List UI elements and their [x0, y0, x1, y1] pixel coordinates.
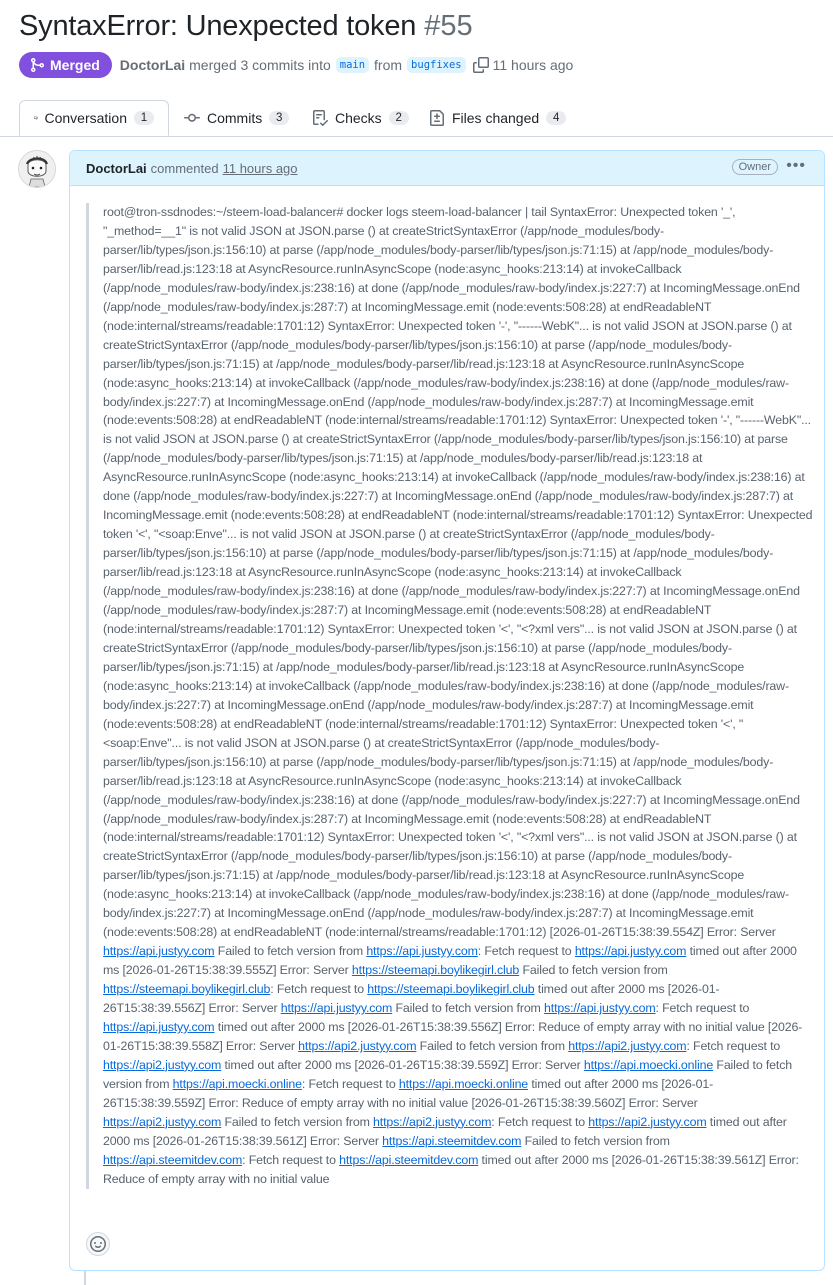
log-url-link[interactable]: https://api.moecki.online — [398, 1076, 529, 1091]
log-url-link[interactable]: https://api.moecki.online — [583, 1057, 714, 1072]
log-text: Failed to fetch version from — [519, 963, 668, 978]
log-text: Failed to fetch version from — [214, 944, 367, 959]
log-text: timed out after 2000 ms [2026-01-26T15:38:39.559Z] Error: Server — [221, 1057, 584, 1072]
comment-box — [69, 150, 825, 1271]
copy-icon[interactable] — [473, 57, 489, 73]
log-text: timed out after 2000 ms [2026-01-26T15:38:39.561Z] Error: Server — [103, 1114, 787, 1148]
log-url-link[interactable]: https://api.steemitdev.com — [103, 1152, 243, 1167]
git-commit-icon — [184, 110, 200, 126]
head-branch[interactable]: bugfixes — [407, 57, 466, 73]
log-url-link[interactable]: https://api.steemitdev.com — [339, 1152, 479, 1167]
merge-text: merged 3 commits into — [189, 57, 331, 73]
log-url-link[interactable]: https://api2.justyy.com — [298, 1038, 417, 1053]
log-text: : Fetch request to — [686, 1038, 781, 1053]
kebab-horizontal-icon[interactable]: ••• — [786, 157, 806, 174]
log-text: timed out after 2000 ms [2026-01-26T15:38:39.559Z] Error: Reduce of empty array with no initial value [2026-01-26T15:38:39.560Z] Error: Server — [103, 1076, 714, 1110]
log-text: : Fetch request to — [477, 944, 575, 959]
log-url-link[interactable]: https://steemapi.boylikegirl.club — [367, 982, 535, 997]
tab-checks-label: Checks — [335, 110, 382, 126]
log-url-link[interactable]: https://api2.justyy.com — [103, 1057, 222, 1072]
log-text: : Fetch request to — [242, 1152, 340, 1167]
log-text: Failed to fetch version from — [521, 1133, 670, 1148]
log-text: root@tron-ssdnodes:~/steem-load-balancer# docker logs steem-load-balancer | tail SyntaxError: Unexpected token '_', "_method=__1" is not valid JSON at JSON.parse () at createStrictSyntaxError (/app/node_modules/body-parser/lib/types/json.js:156:10) at parse (/app/node_modules/body-parser/lib/types/json.js:71:15) at /app/node_modules/body-parser/lib/read.js:123:18 at AsyncResource.runInAsyncScope (node:async_hooks:213:14) at invokeCallback (/app/node_modules/raw-body/index.js:238:16) at done (/app/node_modules/raw-body/index.js:227:7) at IncomingMessage.onEnd (/app/node_modules/raw-body/index.js:287:7) at IncomingMessage.emit (node:events:508:28) at endReadableNT (node:internal/streams/readable:1701:12) SyntaxError: Unexpected token '-', "------WebK"... is not valid JSON at JSON.parse () at createStrictSyntaxError (/app/node_modules/body-parser/lib/types/json.js:156:10) at parse (/app/node_modules/body-parser/lib/types/json.js:71:15) at /app/node_modules/body-parser/lib/read.js:123:18 at AsyncResource.runInAsyncScope (node:async_hooks:213:14) at invokeCallback (/app/node_modules/raw-body/index.js:238:16) at done (/app/node_modules/raw-body/index.js:227:7) at IncomingMessage.onEnd (/app/node_modules/raw-body/index.js:287:7) at IncomingMessage.emit (node:events:508:28) at endReadableNT (node:internal/streams/readable:1701:12) SyntaxError: Unexpected token '-', "------WebK"... is not valid JSON at JSON.parse () at createStrictSyntaxError (/app/node_modules/body-parser/lib/types/json.js:156:10) at parse (/app/node_modules/body-parser/lib/types/json.js:71:15) at /app/node_modules/body-parser/lib/read.js:123:18 at AsyncResource.runInAsyncScope (node:async_hooks:213:14) at invokeCallback (/app/node_modules/raw-body/index.js:238:16) at done (/app/node_modules/raw-body/index.js:227:7) at IncomingMessage.onEnd (/app/node_modules/raw-body/index.js:287:7) at IncomingMessage.emit (node:events:508:28) at endReadableNT (node:internal/streams/readable:1701:12) SyntaxError: Unexpected token '<', "<soap:Enve"... is not valid JSON at JSON.parse () at createStrictSyntaxError (/app/node_modules/body-parser/lib/types/json.js:156:10) at parse (/app/node_modules/body-parser/lib/types/json.js:71:15) at /app/node_modules/body-parser/lib/read.js:123:18 at AsyncResource.runInAsyncScope (node:async_hooks:213:14) at invokeCallback (/app/node_modules/raw-body/index.js:238:16) at done (/app/node_modules/raw-body/index.js:227:7) at IncomingMessage.onEnd (/app/node_modules/raw-body/index.js:287:7) at IncomingMessage.emit (node:events:508:28) at endReadableNT (node:internal/streams/readable:1701:12) SyntaxError: Unexpected token '<', "<?xml vers"... is not valid JSON at JSON.parse () at createStrictSyntaxError (/app/node_modules/body-parser/lib/types/json.js:156:10) at parse (/app/node_modules/body-parser/lib/types/json.js:71:15) at /app/node_modules/body-parser/lib/read.js:123:18 at AsyncResource.runInAsyncScope (node:async_hooks:213:14) at invokeCallback (/app/node_modules/raw-body/index.js:238:16) at done (/app/node_modules/raw-body/index.js:227:7) at IncomingMessage.onEnd (/app/node_modules/raw-body/index.js:287:7) at IncomingMessage.emit (node:events:508:28) at endReadableNT (node:internal/streams/readable:1701:12) SyntaxError: Unexpected token '<', "<soap:Enve"... is not valid JSON at JSON.parse () at createStrictSyntaxError (/app/node_modules/body-parser/lib/types/json.js:156:10) at parse (/app/node_modules/body-parser/lib/types/json.js:71:15) at /app/node_modules/body-parser/lib/read.js:123:18 at AsyncResource.runInAsyncScope (node:async_hooks:213:14) at invokeCallback (/app/node_modules/raw-body/index.js:238:16) at done (/app/node_modules/raw-body/index.js:227:7) at IncomingMessage.onEnd (/app/node_modules/raw-body/index.js:287:7) at IncomingMessage.emit (node:events:508:28) at endReadableNT (node:internal/streams/readable:1701:12) SyntaxError: Unexpected token '<', "<?xml vers"... is not valid JSON at JSON.parse () at createStrictSyntaxError (/app/node_modules/body-parser/lib/types/json.js:156:10) at parse (/app/node_modules/body-parser/lib/types/json.js:71:15) at /app/node_modules/body-parser/lib/read.js:123:18 at AsyncResource.runInAsyncScope (node:async_hooks:213:14) at invokeCallback (/app/node_modules/raw-body/index.js:238:16) at done (/app/node_modules/raw-body/index.js:227:7) at IncomingMessage.onEnd (/app/node_modules/raw-body/index.js:287:7) at IncomingMessage.emit (node:events:508:28) at endReadableNT (node:internal/streams/readable:1701:12) [2026-01-26T15:38:39.554Z] Error: Server — [103, 205, 813, 940]
log-text: Failed to fetch version from — [103, 1057, 792, 1091]
comment-body-text — [103, 203, 815, 1189]
log-url-link[interactable]: https://api.justyy.com — [366, 944, 478, 959]
pr-title-row — [19, 10, 473, 43]
log-url-link[interactable]: https://api.moecki.online — [172, 1076, 302, 1091]
checklist-icon — [312, 110, 328, 126]
from-text: from — [374, 57, 403, 73]
log-url-link[interactable]: https://api.justyy.com — [544, 1001, 656, 1016]
status-badge — [19, 52, 112, 78]
tab-files-changed-count: 4 — [546, 111, 566, 125]
log-url-link[interactable]: https://api.justyy.com — [280, 1001, 393, 1016]
comment-body-quote — [86, 203, 815, 1189]
comment-timestamp-link[interactable]: 11 hours ago — [222, 160, 298, 176]
log-url-link[interactable]: https://api2.justyy.com — [568, 1038, 687, 1053]
log-text: timed out after 2000 ms [2026-01-26T15:38:39.556Z] Error: Server — [103, 982, 720, 1016]
comment-author-link[interactable]: DoctorLai — [86, 160, 147, 176]
comment-action: commented — [150, 160, 219, 176]
file-diff-icon — [429, 110, 445, 126]
pr-time[interactable]: 11 hours ago — [492, 57, 574, 73]
smiley-icon[interactable] — [86, 1232, 110, 1256]
tab-checks[interactable] — [312, 100, 409, 136]
log-text: Failed to fetch version from — [221, 1114, 374, 1129]
log-text: timed out after 2000 ms [2026-01-26T15:38:39.556Z] Error: Reduce of empty array with no initial value [2026-01-26T15:38:39.558Z] Error: Server — [103, 1019, 803, 1053]
log-url-link[interactable]: https://api.justyy.com — [574, 944, 687, 959]
pr-author-link[interactable]: DoctorLai — [119, 57, 186, 73]
git-merge-icon — [29, 57, 45, 73]
log-text: : Fetch request to — [655, 1001, 750, 1016]
pr-tabs — [0, 100, 833, 137]
log-text: Failed to fetch version from — [392, 1001, 545, 1016]
comment-header — [70, 151, 824, 186]
tab-files-changed-label: Files changed — [452, 110, 540, 126]
log-url-link[interactable]: https://api2.justyy.com — [588, 1114, 707, 1129]
tab-files-changed[interactable] — [429, 100, 566, 136]
log-text: Failed to fetch version from — [416, 1038, 569, 1053]
tab-commits[interactable] — [184, 100, 289, 136]
pr-meta — [19, 52, 573, 78]
log-url-link[interactable]: https://api.steemitdev.com — [382, 1133, 522, 1148]
owner-badge: Owner — [732, 159, 778, 175]
pr-number: #55 — [424, 10, 473, 42]
log-text: : Fetch request to — [301, 1076, 399, 1091]
tab-checks-count: 2 — [389, 111, 409, 125]
log-url-link[interactable]: https://api2.justyy.com — [373, 1114, 492, 1129]
comment-discussion-icon — [34, 110, 38, 126]
avatar[interactable] — [18, 150, 56, 188]
log-url-link[interactable]: https://api.justyy.com — [103, 1019, 215, 1034]
pr-title: SyntaxError: Unexpected token — [19, 10, 417, 42]
log-url-link[interactable]: https://steemapi.boylikegirl.club — [103, 982, 271, 997]
log-text: timed out after 2000 ms [2026-01-26T15:38:39.561Z] Error: Reduce of empty array with no initial value — [103, 1152, 799, 1186]
tab-commits-count: 3 — [269, 111, 289, 125]
log-text: : Fetch request to — [270, 982, 368, 997]
tab-conversation[interactable] — [19, 100, 169, 136]
base-branch[interactable]: main — [336, 57, 369, 73]
tab-commits-label: Commits — [207, 110, 263, 126]
log-url-link[interactable]: https://api.justyy.com — [103, 944, 215, 959]
log-url-link[interactable]: https://steemapi.boylikegirl.club — [351, 963, 520, 978]
tab-conversation-count: 1 — [134, 111, 154, 125]
status-label: Merged — [50, 57, 100, 73]
log-text: timed out after 2000 ms [2026-01-26T15:38:39.555Z] Error: Server — [103, 944, 797, 978]
tab-conversation-label: Conversation — [44, 110, 127, 126]
log-text: : Fetch request to — [491, 1114, 589, 1129]
log-url-link[interactable]: https://api2.justyy.com — [103, 1114, 222, 1129]
